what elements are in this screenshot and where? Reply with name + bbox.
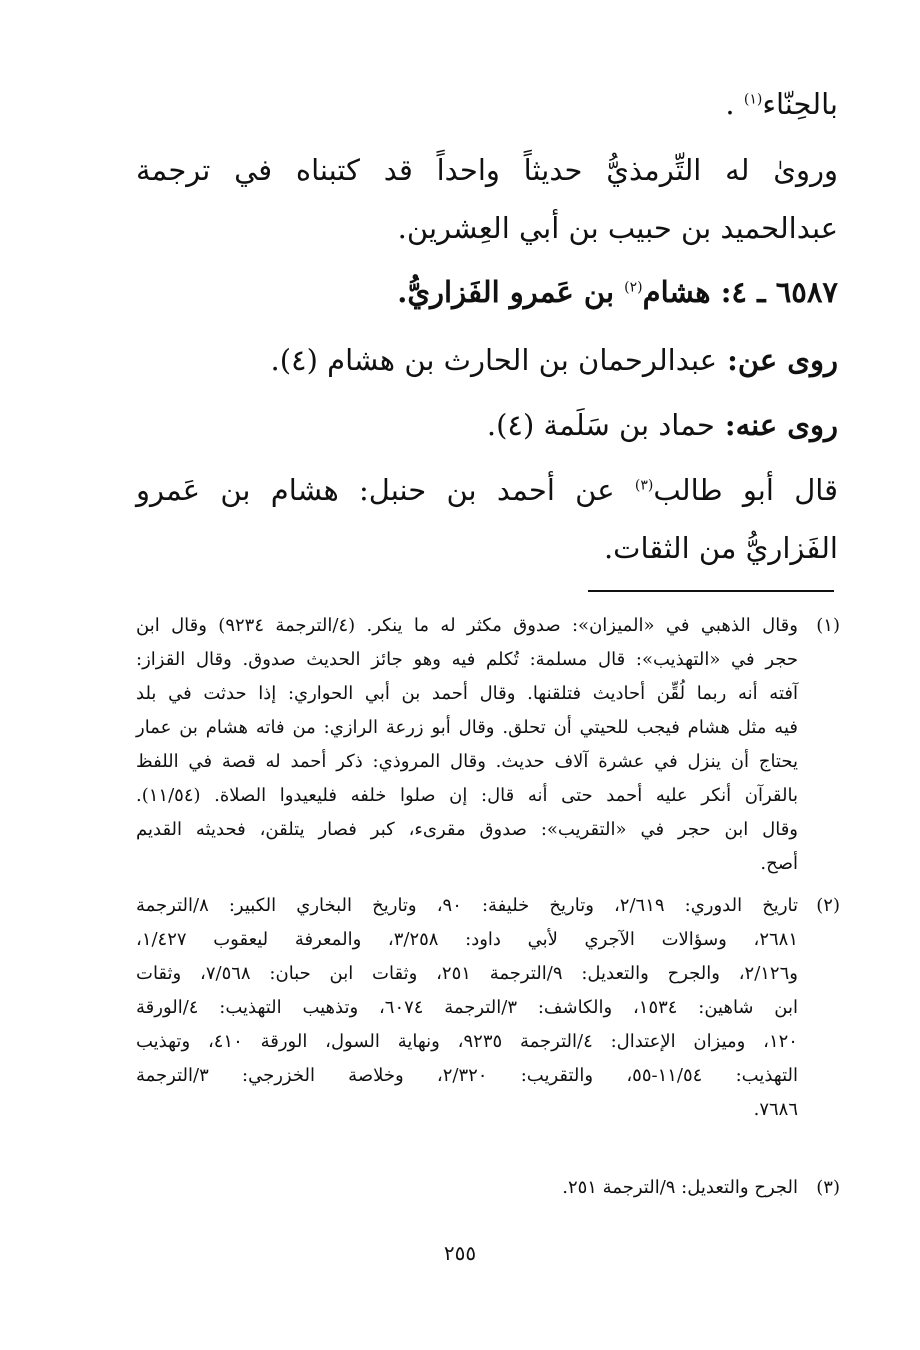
footnote-2-number: (٢) [816,895,840,916]
footnote-1-line: حجر في «التهذيب»: قال مسلمة: تُكلم فيه وهو جائز الحديث صدوق. وقال القزاز: [136,649,798,670]
footnote-3-number: (٣) [816,1177,840,1198]
footnote-ref-1: (١) [743,91,763,108]
footnote-1-line: فيه مثل هشام فيجب للحيتي أن تحلق. وقال أبو زرعة الرازي: من فاته هشام بن عمار [136,717,798,738]
footnote-1-line: وقال ابن حجر في «التقريب»: صدوق مقرىء، كبر فصار يتلقن، فحديثه القديم [136,819,798,840]
body-line-1 [725,84,838,124]
footnote-1-line: آفته أنه ربما لُقِّن أحاديث فتلقنها. وقال أحمد بن أبي الحواري: إذا حدثت في بلد [136,683,798,704]
narrated-from-text: عبدالرحمان بن الحارث بن هشام (٤). [270,343,718,377]
footnote-1-line: بالقرآن أنكر عليه أحمد حتى أنه قال: إن صلوا خلفه فليعيدوا الصلاة. (١١/٥٤). [136,785,798,806]
footnote-1-line: يحتاج أن ينزل في عشرة آلاف حديث. وقال المروذي: ذكر أحمد له قصة في اللفظ [136,751,798,772]
body-line-8: الفَزاريُّ من الثقات. [603,531,838,565]
body-line-1-text: بالحِنّاء [762,87,838,121]
entry-number: ٦٥٨٧ ـ ٤: [710,275,838,309]
footnote-1-line: وقال الذهبي في «الميزان»: صدوق مكثر له ما ينكر. (٤/الترجمة ٩٢٣٤) وقال ابن [136,615,798,636]
body-line-7-pre: قال أبو طالب [653,473,838,507]
body-line-3: عبدالحميد بن حبيب بن أبي العِشرين. [397,211,838,245]
footnote-2-line: ٢٦٨١، وسؤالات الآجري لأبي داود: ٣/٢٥٨، والمعرفة ليعقوب ١/٤٢٧، [136,929,798,950]
body-line-7 [136,470,838,510]
narrated-by-text: حماد بن سَلَمة (٤). [486,408,715,442]
narrated-from-label: روى عن: [717,343,838,377]
narrated-by-label: روى عنه: [714,408,838,442]
footnote-3-line: الجرح والتعديل: ٩/الترجمة ٢٥١. [562,1177,798,1198]
body-line-2: وروىٰ له التِّرمذيُّ حديثاً واحداً قد كتبناه في ترجمة [136,153,838,187]
footnote-2-line: ١٢٠، وميزان الإعتدال: ٤/الترجمة ٩٢٣٥، ونهاية السول، الورقة ٤١٠، وتهذيب [136,1031,798,1052]
footnote-ref-2: (٢) [624,279,643,296]
footnote-2-line: تاريخ الدوري: ٢/٦١٩، وتاريخ خليفة: ٩٠، وتاريخ البخاري الكبير: ٨/الترجمة [136,895,799,916]
entry-heading [397,272,838,312]
footnote-1-line: أصح. [760,853,798,874]
footnote-1-number: (١) [816,615,840,636]
footnote-2-line: و٢/١٢٦، والجرح والتعديل: ٩/الترجمة ٢٥١، وثقات ابن حبان: ٧/٥٦٨، وثقات [136,963,798,984]
footnote-separator [588,590,834,592]
footnote-2-line: ابن شاهين: ١٥٣٤، والكاشف: ٣/الترجمة ٦٠٧٤، وتذهيب التهذيب: ٤/الورقة [136,997,799,1018]
page-number: ٢٥٥ [443,1241,477,1265]
body-line-1-end: . [725,87,744,121]
footnote-ref-3: (٣) [634,477,654,494]
narrated-by-line [487,405,838,445]
body-line-7-post: عن أحمد بن حنبل: هشام بن عَمرو [136,473,635,507]
entry-name-rest: بن عَمرو الفَزاريُّ. [397,275,625,309]
narrated-from-line [270,340,838,380]
entry-name: هشام [642,275,711,309]
footnote-2-line: ٧٦٨٦. [753,1099,798,1120]
footnote-2-line: التهذيب: ١١/٥٤-٥٥، والتقريب: ٢/٣٢٠، وخلاصة الخزرجي: ٣/الترجمة [136,1065,798,1086]
